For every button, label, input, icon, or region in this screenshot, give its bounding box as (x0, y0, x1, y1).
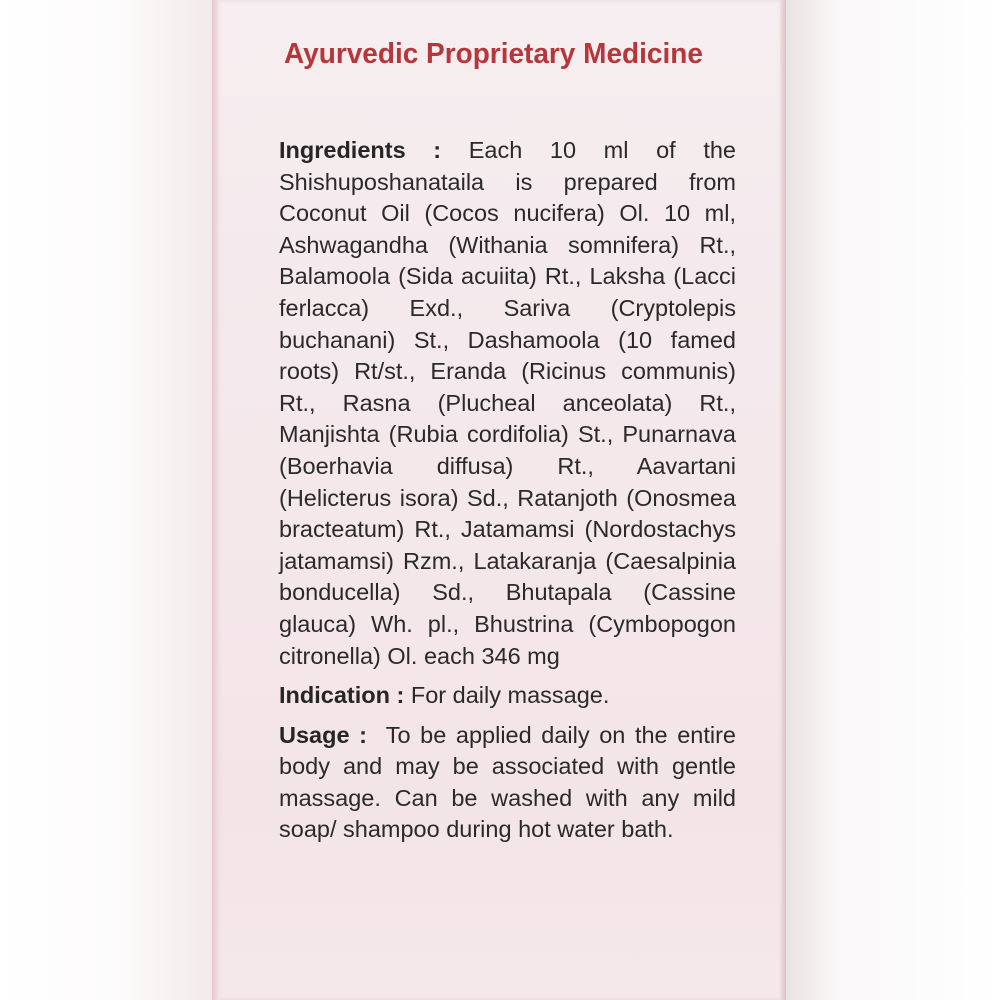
box-left-side (0, 0, 215, 1000)
indication-label: Indication : (279, 682, 405, 709)
label-content (279, 135, 736, 846)
indication-text: For daily massage. (410, 682, 610, 709)
usage-text: To be applied daily on the entire body and may be associated with gentle massage. Can be washed with any mild soap/ shampoo during hot water bath. (279, 721, 737, 843)
page-title: Ayurvedic Proprietary Medicine (284, 38, 703, 70)
ingredients-section (279, 135, 736, 672)
box-right-side (786, 0, 1000, 1000)
usage-label: Usage : (279, 721, 367, 748)
indication-section (279, 680, 736, 712)
usage-section (279, 720, 736, 846)
ingredients-label: Ingredients : (279, 137, 442, 163)
panel-left-seam (212, 0, 218, 1000)
ingredients-text: Each 10 ml of the Shishuposhanataila is prepared from Coconut Oil (Cocos nucifera) Ol. 10 ml, Ashwagandha (Withania somnifera) Rt., Balamoola (Sida acuiita) Rt., Laksha (Lacci ferlacca) Exd., Sariva (Cryptolepis buchanani) St., Dashamoola (10 famed roots) Rt/st., Eranda (Ricinus communis) Rt., Rasna (Plucheal anceolata) Rt., Manjishta (Rubia cordifolia) St., Punarnava (Boerhavia diffusa) Rt., Aavartani (Helicterus isora) Sd., Ratanjoth (Onosmea bracteatum) Rt., Jatamamsi (Nordostachys jatamamsi) Rzm., Latakaranja (Caesalpinia bonducella) Sd., Bhutapala (Cassine glauca) Wh. pl., Bhustrina (Cymbopogon citronella) Ol. each 346 mg (279, 137, 736, 669)
